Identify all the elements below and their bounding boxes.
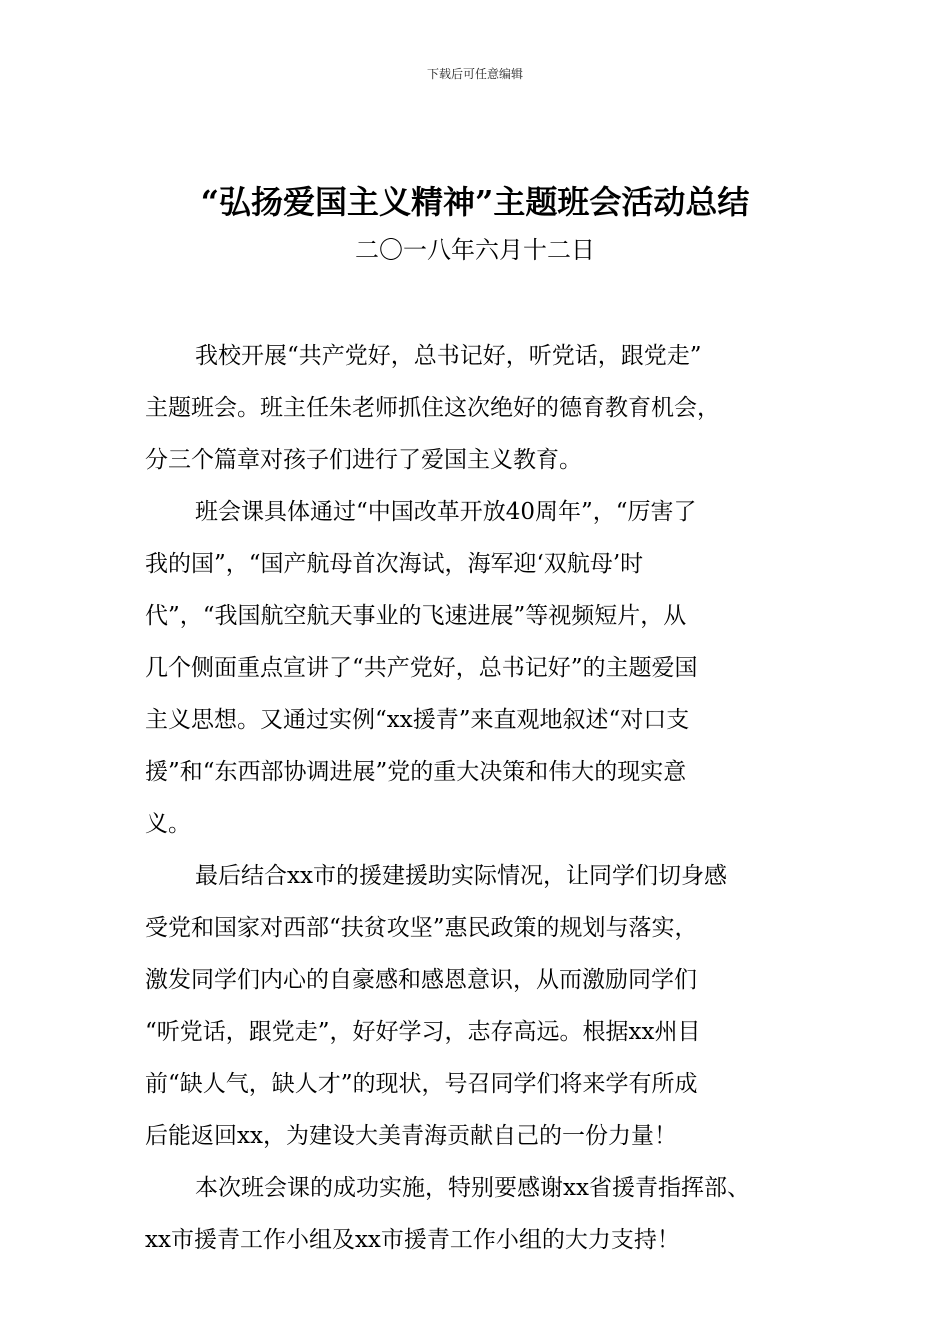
text-line: 我的国”，“国产航母首次海试，海军迎‘双航母’时 (145, 551, 644, 577)
paragraph-2 (145, 486, 810, 850)
text-line: xx市援青工作小组及xx市援青工作小组的大力支持！ (145, 1227, 680, 1253)
text-line: “听党话，跟党走”，好好学习，志存高远。根据xx州目 (145, 1019, 701, 1045)
text-line: 班会课具体通过“中国改革开放40周年”，“厉害了 (195, 499, 697, 525)
text-line: 受党和国家对西部“扶贫攻坚”惠民政策的规划与落实， (145, 915, 698, 941)
text-line: 后能返回xx，为建设大美青海贡献自己的一份力量！ (145, 1123, 677, 1149)
text-line: 前“缺人气，缺人才”的现状，号召同学们将来学有所成 (145, 1071, 698, 1097)
text-line: 几个侧面重点宣讲了“共产党好，总书记好”的主题爱国 (145, 655, 698, 681)
text-line: 主义思想。又通过实例“xx援青”来直观地叙述“对口支 (145, 707, 690, 733)
document-title: “弘扬爱国主义精神”主题班会活动总结 (200, 183, 750, 221)
text-line: 本次班会课的成功实施，特别要感谢xx省援青指挥部、 (195, 1175, 750, 1201)
text-line: 主题班会。班主任朱老师抓住这次绝好的德育教育机会， (145, 395, 720, 421)
document-body (145, 330, 810, 1266)
text-line: 分三个篇章对孩子们进行了爱国主义教育。 (145, 447, 582, 473)
text-line: 义。 (145, 811, 191, 837)
text-line: 最后结合xx市的援建援助实际情况，让同学们切身感 (195, 863, 727, 889)
text-line: 我校开展“共产党好，总书记好，听党话，跟党走” (195, 343, 702, 369)
text-line: 代”，“我国航空航天事业的飞速进展”等视频短片，从 (145, 603, 687, 629)
text-line: 激发同学们内心的自豪感和感恩意识，从而激励同学们 (145, 967, 697, 993)
text-line: 援”和“东西部协调进展”党的重大决策和伟大的现实意 (145, 759, 687, 785)
paragraph-4 (145, 1162, 810, 1266)
header-note: 下载后可任意编辑 (426, 67, 523, 81)
paragraph-1 (145, 330, 810, 486)
document-date: 二〇一八年六月十二日 (355, 236, 595, 264)
paragraph-3 (145, 850, 810, 1162)
